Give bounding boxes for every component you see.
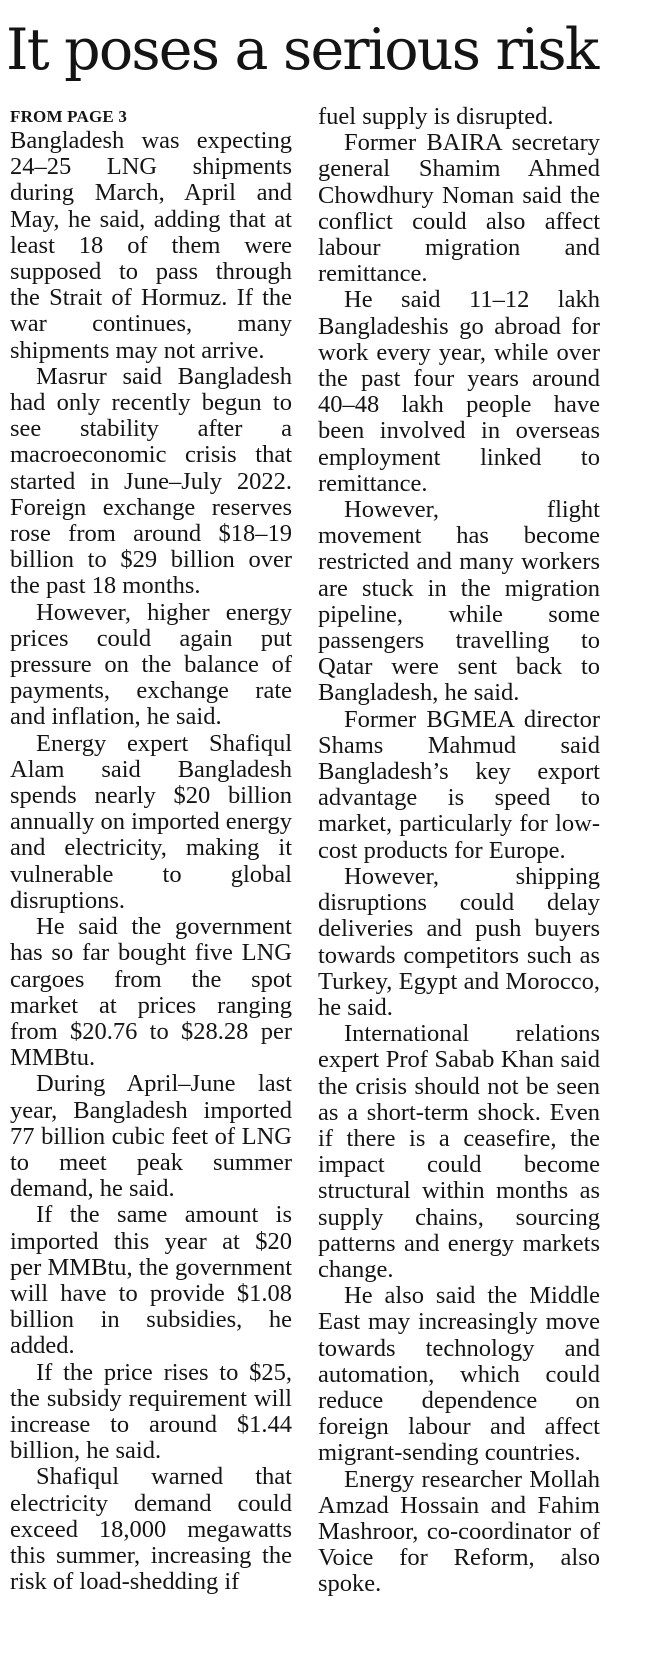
paragraph: However, higher energy prices could again put pressure on the balance of payments, exchange rate and inflation, he said. xyxy=(10,598,292,731)
article-column-right xyxy=(318,104,600,1598)
paragraph: International relations expert Prof Sabab Khan said the crisis should not be seen as a short-term shock. Even if there is a ceasefire, the impact could become structural within months as supply chains, sourcing patterns and energy markets change. xyxy=(318,1020,600,1283)
paragraph: Bangladesh was expecting 24–25 LNG shipments during March, April and May, he said, adding that at least 18 of them were supposed to pass through the Strait of Hormuz. If the war continues, many shipments may not arrive. xyxy=(10,127,292,364)
article-column-left xyxy=(10,106,292,1595)
paragraph: However, shipping disruptions could delay deliveries and push buyers towards competitors such as Turkey, Egypt and Morocco, he said. xyxy=(318,862,600,1021)
paragraph: He said the government has so far bought five LNG cargoes from the spot market at prices ranging from $20.76 to $28.28 per MMBtu. xyxy=(10,913,292,1072)
paragraph: Shafiqul warned that electricity demand could exceed 18,000 megawatts this summer, increasing the risk of load-shedding if xyxy=(10,1463,292,1596)
paragraph: However, flight movement has become restricted and many workers are stuck in the migration pipeline, while some passengers travelling to Qatar were sent back to Bangladesh, he said. xyxy=(318,496,600,707)
article-headline: It poses a serious risk xyxy=(6,17,598,83)
paragraph: fuel supply is disrupted. xyxy=(318,103,554,130)
continuation-kicker: FROM PAGE 3 xyxy=(10,107,128,126)
paragraph: He also said the Middle East may increasingly move towards technology and automation, which could reduce dependence on foreign labour and affect migrant-sending countries. xyxy=(318,1282,600,1467)
paragraph: If the price rises to $25, the subsidy requirement will increase to around $1.44 billion, he said. xyxy=(10,1358,292,1465)
paragraph: Energy researcher Mollah Amzad Hossain and Fahim Mashroor, co-coordinator of Voice for Reform, also spoke. xyxy=(318,1465,600,1598)
paragraph: He said 11–12 lakh Bangladeshis go abroad for work every year, while over the past four years around 40–48 lakh people have been involved in overseas employment linked to remittance. xyxy=(318,286,600,497)
paragraph: Former BAIRA secretary general Shamim Ahmed Chowdhury Noman said the conflict could also affect labour migration and remittance. xyxy=(318,129,600,288)
paragraph: If the same amount is imported this year at $20 per MMBtu, the government will have to provide $1.08 billion in subsidies, he added. xyxy=(10,1201,292,1360)
paragraph: Masrur said Bangladesh had only recently begun to see stability after a macroeconomic crisis that started in June–July 2022. Foreign exchange reserves rose from around $18–19 billion to $29 billion over the past 18 months. xyxy=(10,362,292,600)
paragraph: Former BGMEA director Shams Mahmud said Bangladesh’s key export advantage is speed to market, particularly for low-cost products for Europe. xyxy=(318,705,600,864)
paragraph: Energy expert Shafiqul Alam said Bangladesh spends nearly $20 billion annually on imported energy and electricity, making it vulnerable to global disruptions. xyxy=(10,729,292,914)
paragraph: During April–June last year, Bangladesh imported 77 billion cubic feet of LNG to meet peak summer demand, he said. xyxy=(10,1070,292,1203)
